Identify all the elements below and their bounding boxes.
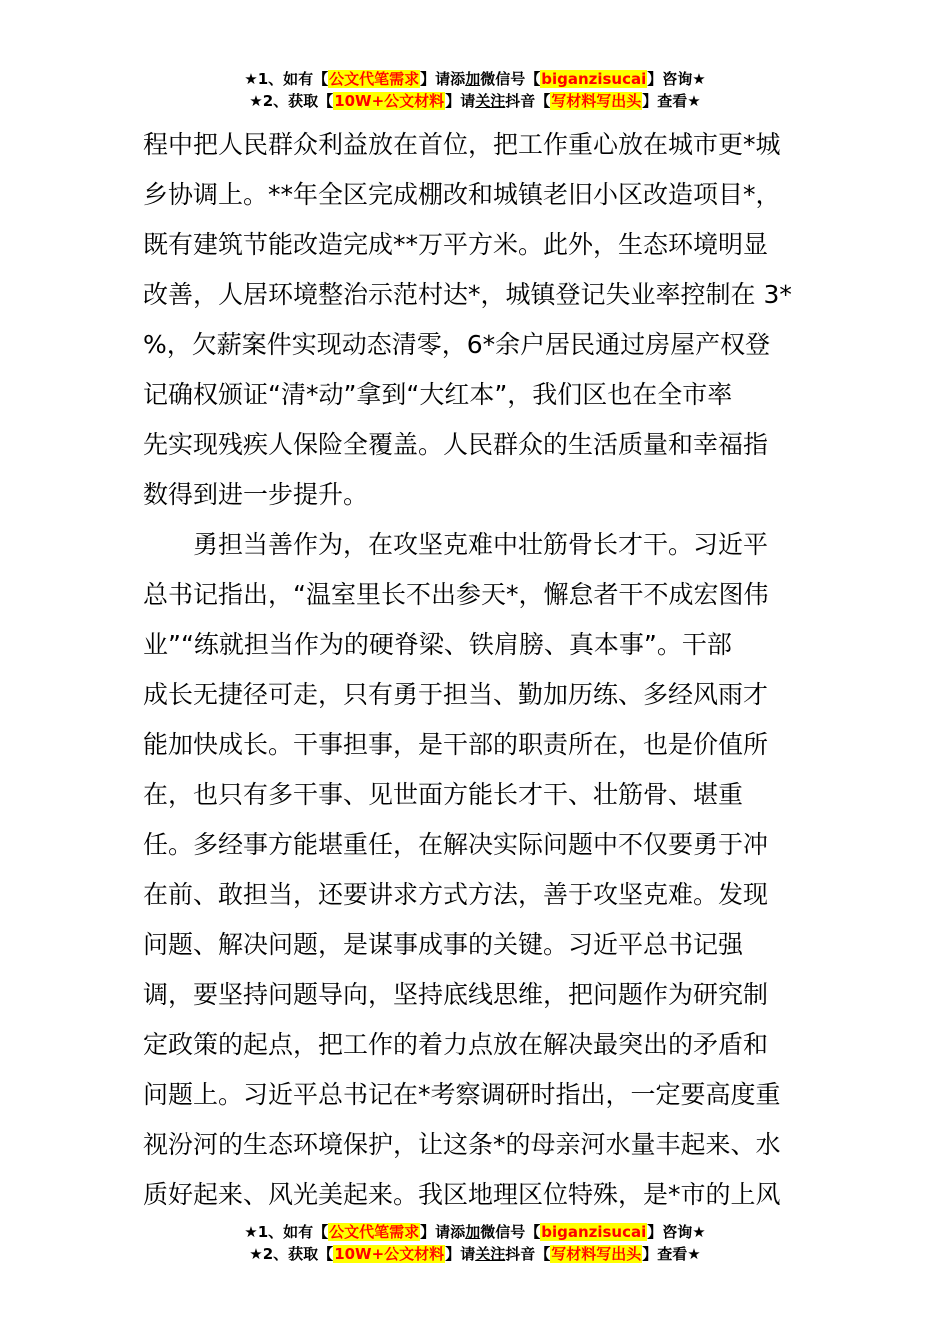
text-line: 既有建筑节能改造完成**万平方米。此外，生态环境明显 — [143, 230, 769, 259]
text-line: 调，要坚持问题导向，坚持底线思维，把问题作为研究制 — [143, 980, 769, 1009]
text-line: 记确权颁证“清*动”拿到“大红本”，我们区也在全市率 — [143, 380, 733, 409]
document-body — [143, 120, 809, 1220]
text-line: 数得到进一步提升。 — [143, 480, 369, 509]
banner-highlight: 10W+公文材料 — [334, 92, 445, 110]
banner-text: ★1、如有【 — [244, 1223, 329, 1241]
text-line: 视汾河的生态环境保护，让这条*的母亲河水量丰起来、水 — [143, 1130, 781, 1159]
banner-text: ★1、如有【 — [244, 70, 329, 88]
banner-highlight: 10W+公文材料 — [334, 1245, 445, 1263]
text-line: 业”“练就担当作为的硬脊梁、铁肩膀、真本事”。干部 — [143, 630, 732, 659]
text-line: 乡协调上。**年全区完成棚改和城镇老旧小区改造项目*， — [143, 180, 781, 209]
banner-line-1 — [0, 1221, 950, 1243]
banner-highlight: 写材料写出头 — [551, 1245, 642, 1263]
text-line: 勇担当善作为，在攻坚克难中壮筋骨长才干。习近平 — [143, 530, 769, 559]
text-line: 程中把人民群众利益放在首位，把工作重心放在城市更*城 — [143, 130, 781, 159]
banner-line-1 — [0, 68, 950, 90]
banner-text: 】请添 — [420, 70, 466, 88]
text-line: 在前、敢担当，还要讲求方式方法，善于攻坚克难。发现 — [143, 880, 769, 909]
banner-line-2 — [0, 90, 950, 112]
text-line: 任。多经事方能堪重任，在解决实际问题中不仅要勇于冲 — [143, 830, 769, 859]
banner-text: 】查看★ — [642, 92, 701, 110]
banner-underline-text: 关注 — [475, 1245, 506, 1263]
text-line: 定政策的起点，把工作的着力点放在解决最突出的矛盾和 — [143, 1030, 769, 1059]
banner-underline-text: 关注 — [475, 92, 506, 110]
banner-text: 】咨询★ — [647, 70, 706, 88]
text-line: 在，也只有多干事、见世面方能长才干、壮筋骨、堪重 — [143, 780, 744, 809]
banner-text: 】请添 — [420, 1223, 466, 1241]
banner-text: 抖音【 — [505, 1245, 551, 1263]
banner-text: 抖音【 — [505, 92, 551, 110]
header-banner — [0, 68, 950, 112]
banner-text: 】咨询★ — [647, 1223, 706, 1241]
banner-underline-text: 加 — [465, 70, 481, 88]
text-line: 能加快成长。干事担事，是干部的职责所在，也是价值所 — [143, 730, 769, 759]
text-line: %，欠薪案件实现动态清零，6*余户居民通过房屋产权登 — [143, 330, 771, 359]
banner-text: 】查看★ — [642, 1245, 701, 1263]
text-line: 成长无捷径可走，只有勇于担当、勤加历练、多经风雨才 — [143, 680, 769, 709]
banner-text: ★2、获取【 — [249, 1245, 334, 1263]
footer-banner — [0, 1221, 950, 1265]
text-line: 先实现残疾人保险全覆盖。人民群众的生活质量和幸福指 — [143, 430, 769, 459]
banner-text: 】请 — [445, 1245, 476, 1263]
banner-highlight: 公文代笔需求 — [329, 70, 420, 88]
text-line: 改善，人居环境整治示范村达*，城镇登记失业率控制在 3* — [143, 280, 792, 309]
banner-text: 】请 — [445, 92, 476, 110]
banner-highlight: biganzisucai — [541, 70, 647, 88]
banner-underline-text: 加 — [465, 1223, 481, 1241]
banner-text: ★2、获取【 — [249, 92, 334, 110]
banner-highlight: 写材料写出头 — [551, 92, 642, 110]
banner-text: 微信号【 — [480, 1223, 541, 1241]
text-line: 问题、解决问题，是谋事成事的关键。习近平总书记强 — [143, 930, 744, 959]
text-line: 问题上。习近平总书记在*考察调研时指出，一定要高度重 — [143, 1080, 781, 1109]
banner-line-2 — [0, 1243, 950, 1265]
banner-highlight: biganzisucai — [541, 1223, 647, 1241]
banner-text: 微信号【 — [480, 70, 541, 88]
banner-highlight: 公文代笔需求 — [329, 1223, 420, 1241]
text-line: 总书记指出，“温室里长不出参天*，懈怠者干不成宏图伟 — [143, 580, 769, 609]
text-line: 质好起来、风光美起来。我区地理区位特殊，是*市的上风 — [143, 1180, 781, 1209]
